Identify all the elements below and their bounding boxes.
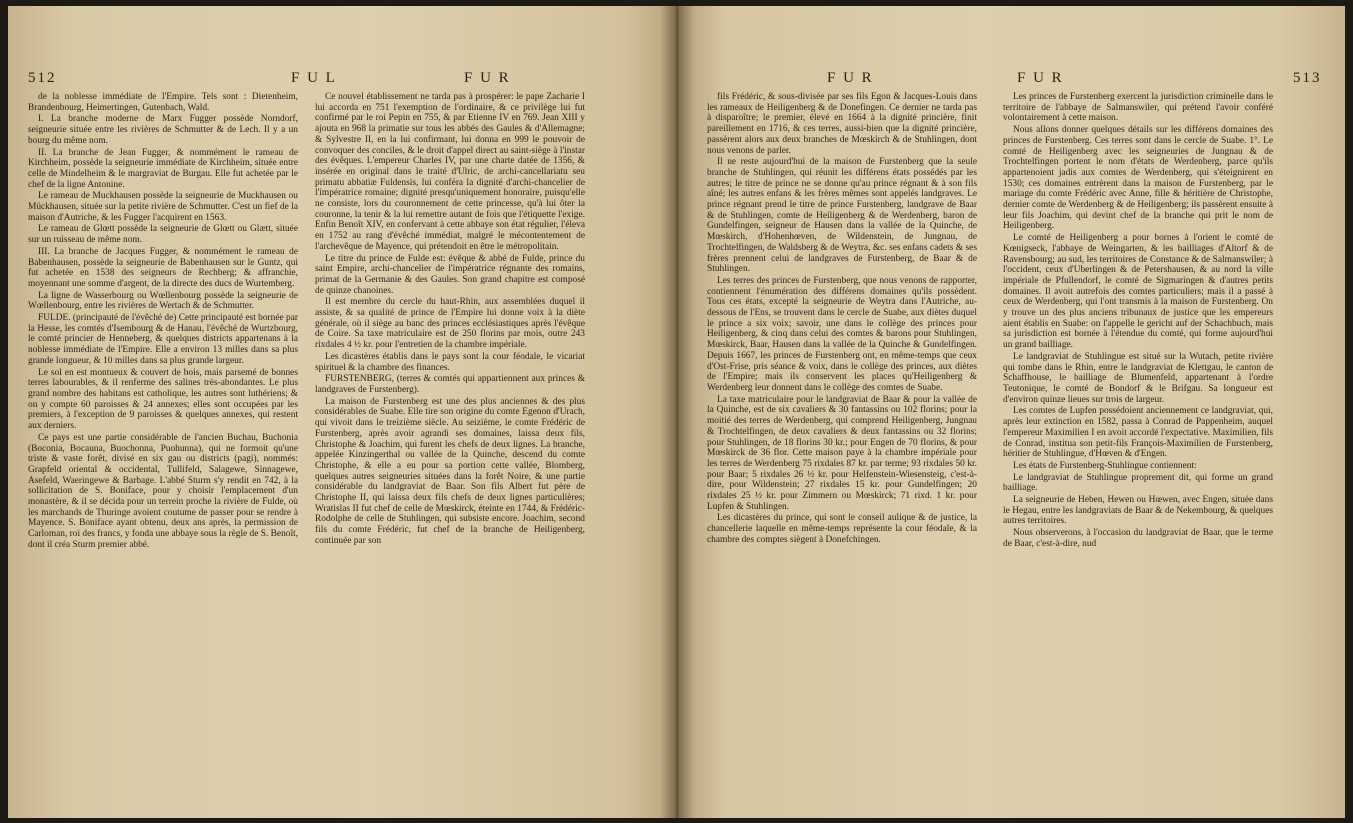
left-page: [8, 6, 676, 818]
left-running-head-right: F U R: [464, 70, 511, 86]
paragraph: Le landgraviat de Stuhlingue proprement dit, qui forme un grand bailliage.: [1003, 472, 1273, 494]
paragraph: Le comté de Heiligenberg a pour bornes à l'orient le comté de Kœnigseck, l'abbaye de Weingarten, & les bailliages d'Altorf & de Ravensbourg; au sud, les territoires de Constance & de Salmanswiler; à l'occident, ceux d'Uberlingen & de Petershausen, & au nord la ville impériale de Pfullendorf, le comté de Sigmaringen & d'autres petits domaines. Il avoit autrefois des comtes particuliers; mais il a passé à ceux de Werdenberg, qui l'ont transmis à la maison de Furstenberg. On y trouve un des plus anciens tribunaux de justice que les empereurs aient établis en Suabe: on l'appelle le gericht auf der Schachbuch, mais sa jurisdiction est bornée à l'étendue du comté, qui forme aujourd'hui un grand bailliage.: [1003, 233, 1273, 351]
left-running-head-left: F U L: [291, 70, 337, 86]
paragraph: FURSTENBERG, (terres & comtés qui appartiennent aux princes & landgraves de Furstenberg).: [315, 374, 585, 395]
right-running-head-right: F U R: [1017, 70, 1064, 86]
right-page: [677, 6, 1345, 818]
paragraph: Les dicastères établis dans le pays sont la cour féodale, le vicariat spirituel & la chambre des finances.: [315, 351, 585, 373]
left-column-2: [315, 92, 585, 792]
paragraph: Ce pays est une partie considérable de l'ancien Buchau, Buchonia (Boconia, Bocauna, Buochonna, Puohunna), qui ne formoit qu'une triste & vaste forêt, divisé en six gau ou districts (pagi), nommés: Grapfeld oriental & occidental, Tullifeld, Salagewe, Sinnagewe, Asefeld, Waeringewe & Barbage. L'abbé Sturm s'y rendit en 742, à la sollicitation de S. Boniface, pour y choisir l'emplacement d'un monastère, & il se décida pour un terrein proche la rivière de Fulde, où les marchands de Thuringe avoient coutume de passer pour se rendre à Mayence. S. Boniface ayant obtenu, deux ans après, la permission de Carloman, roi des francs, y fonda une abbaye sous la règle de S. Benoît, dont il créa Sturm premier abbé.: [28, 432, 298, 550]
paragraph: Les comtes de Lupfen possédoient anciennement ce landgraviat, qui, après leur extinction en 1582, passa à Conrad de Pappenheim, auquel l'empereur Maximilien I en avoit accordé l'expectative. Maximilien, fils de Conrad, institua son petit-fils François-Maximilien de Furstenberg, héritier de Stuhlingue, d'Hœven & d'Engen.: [1003, 406, 1273, 460]
paragraph: Le landgraviat de Stuhlingue est situé sur la Wutach, petite rivière qui tombe dans le Rhin, entre le landgraviat de Klettgau, le canton de Schaffhouse, le bailliage de Blumenfeld, appartenant à l'ordre Teutonique, le comté de Bondorf & le Brifgau. Sa longueur est d'environ quinze lieues sur trois de largeur.: [1003, 351, 1273, 405]
paragraph: Il est membre du cercle du haut-Rhin, aux assemblées duquel il assiste, & sa qualité de prince de l'Empire lui donne voix à la diète générale, où il siège au banc des princes ecclésiastiques après l'évêque de Coire. Sa taxe matriculaire est de 250 florins par mois, outre 243 rixdales 4 ½ kr. pour l'entretien de la chambre impériale.: [315, 297, 585, 351]
paragraph: Le sol en est montueux & couvert de bois, mais parsemé de bonnes terres labourables, & il renferme des salines très-abondantes. Le plus grand nombre des habitans est catholique, les autres sont luthériens; & on y compte 60 paroisses & 24 annexes; elles sont occupées par les premiers, à l'exception de 9 paroisses & quelques annexes, qui restent aux derniers.: [28, 367, 298, 432]
paragraph: Les états de Furstenberg-Stuhlingue contiennent:: [1013, 460, 1197, 471]
paragraph: II. La branche de Jean Fugger, & nommément le rameau de Kirchheim, possède la seigneurie immédiate de Kirchheim, située entre celle de Mindelheim & le margraviat de Burgau. Elle fut achetée par le chef de la ligne Antonine.: [28, 147, 298, 190]
paragraph: de la noblesse immédiate de l'Empire. Tels sont : Dietenheim, Brandenbourg, Heimertingen, Gutenbach, Wald.: [28, 92, 298, 113]
paragraph: Le rameau de Muckhausen possède la seigneurie de Muckhausen ou Mückhausen, située sur la petite rivière de Schmutter. C'est un fief de la maison d'Autriche, & les Fugger l'acquirent en 1563.: [28, 191, 298, 223]
paragraph: Nous observerons, à l'occasion du landgraviat de Baar, que le terme de Baar, c'est-à-dire, nud: [1003, 528, 1273, 549]
paragraph: Nous allons donner quelques détails sur les différens domaines des princes de Furstenberg. Ces terres sont dans le cercle de Suabe. 1°. Le comté de Heiligenberg avec les seigneuries de Jungnau & de Trochtelfingen portent le nom d'états de Werdenberg, parce qu'ils appartenoient jadis aux comtes de Werdenberg, qui s'éteignirent en 1530; ces domaines entrèrent dans la maison de Furstenberg, par le mariage du comte Frédéric avec Anne, fille & héritière de Christophe, dernier comte de Werdenberg & de Heiligenberg; ils passèrent ensuite à leur fils Joachim, qui devint chef de la branche qui prit le nom de Heiligenberg.: [1003, 125, 1273, 232]
paragraph: Le titre du prince de Fulde est: évêque & abbé de Fulde, prince du saint Empire, archi-chancelier de l'impératrice régnante des romains, primat de la Germanie & des Gaules. Son grand chapitre est composé de quinze chanoines.: [315, 253, 585, 296]
right-column-1: [707, 92, 977, 792]
paragraph: La taxe matriculaire pour le landgraviat de Baar & pour la vallée de la Quinche, est de six cavaliers & 30 fantassins ou 102 florins; pour la moitié des terres de Werdenberg, qui comprend Heiligenberg, Jungnau & Trochtelfingen, de deux cavaliers & deux fantassins ou 32 florins; pour Stuhlingen, de 18 florins 30 kr.; pour Engen de 70 florins, & pour Mœskirck de 36 flor. Cette maison paye à la chambre impériale pour les terres de Werdenberg 75 rixdales 87 kr. par terme; 93 rixdales 50 kr. pour Baar; 5 rixdales 26 ½ kr. pour Helfenstein-Wiesensteig, c'est-à-dire, pour Wildenstein; 27 rixdales 15 kr. pour Gundelfingen; 20 rixdales 25 ½ kr. pour Zimmern ou Mœskirck; 71 rixd. 1 kr. pour Lupfen & Stuhlingen.: [707, 394, 977, 512]
paragraph: Les terres des princes de Furstenberg, que nous venons de rapporter, contiennent l'énumération des différens domaines qu'ils possèdent. Tous ces états, excepté la seigneurie de Weytra dans l'Autriche, au-dessous de l'Ens, se trouvent dans le cercle de Suabe, aux diètes duquel le prince a six voix; savoir, une dans le collège des princes pour Heiligenberg, & cinq dans celui des comtes & barons pour Stuhlingen, Mœskirck, Baar, Hausen dans la vallée de la Quinche & Gundelfingen. Depuis 1667, les princes de Furstenberg ont, en même-temps que ceux d'Ost-Frise, pris séance & voix, dans le collège des princes, aux diètes de l'Empire; mais ils conservent les places qu'Heiligenberg & Werdenberg leur donnent dans le collège des comtes de Suabe.: [707, 275, 977, 393]
paragraph: III. La branche de Jacques Fugger, & nommément le rameau de Babenhausen, possède la seigneurie de Babenhausen sur le Guntz, qui fut achetée en 1538 des seigneurs de Rechberg; & affranchie, moyennant une somme d'argent, de la directe des ducs de Wurtemberg.: [28, 246, 298, 289]
open-book: [8, 6, 1345, 818]
paragraph: Les princes de Furstenberg exercent la jurisdiction criminelle dans le territoire de l'abbaye de Salmanswiler, qui prétend l'avoir conféré volontairement à cette maison.: [1003, 92, 1273, 124]
paragraph: FULDE. (principauté de l'évêché de) Cette principauté est bornée par la Hesse, les comtés d'Isembourg & de Hanau, l'évêché de Wurtzbourg, le comté princier de Henneberg, & quelques districts appartenans à la noblesse immédiate de l'Empire. Elle a environ 13 milles dans sa plus grande longueur, & 10 milles dans sa plus grande largeur.: [28, 313, 298, 366]
paragraph: La seigneurie de Heben, Hewen ou Hœwen, avec Engen, située dans le Hegau, entre les landgraviats de Baar & de Nekembourg, & quelques autres territoires.: [1003, 495, 1273, 527]
right-column-2: [1003, 92, 1273, 792]
paragraph: fils Frédéric, & sous-divisée par ses fils Egon & Jacques-Louis dans les rameaux de Heiligenberg & de Donefingen. Ce dernier ne tarda pas à disparoître; le premier, élevé en 1664 à la dignité princière, finit pareillement en 1716, & ces terres, aussi-bien que la dignité princière, passèrent alors aux deux branches de Mœskirch & de Stuhlingen, dont nous venons de parler.: [707, 92, 977, 156]
right-running-head-left: F U R: [827, 70, 874, 86]
paragraph: Les dicastères du prince, qui sont le conseil aulique & de justice, la chancellerie laquelle en même-temps représente la cour féodale, & la chambre des comptes siègent à Donefchingen.: [707, 513, 977, 545]
left-page-number: 512: [28, 70, 57, 86]
book-gutter: [660, 6, 694, 818]
right-page-number: 513: [1293, 70, 1322, 86]
paragraph: La maison de Furstenberg est une des plus anciennes & des plus considérables de Suabe. Elle tire son origine du comte Egenon d'Urach, qui vivoit dans le treizième siècle. Au seizième, le comte Frédéric de Furstenberg, après avoir agrandi ses domaines, laissa deux fils, Christophe & Joachim, qui furent les chefs de deux lignes. La branche, appelée Kinzingerthal ou vallée de la Quinche, descend du comte Christophe, & elle a eu pour sa portion cette vallée, Blomberg, quelques autres seigneuries situées dans la forêt Noire, & une partie considérable du landgraviat de Baar. Son fils Albert fut père de Christophe II, qui laissa deux fils chefs de deux lignes particulières; Wratislas II fut chef de celle de Mœskirck, éteinte en 1744, & Frédéric-Rodolphe de celle de Stuhlingen, qui subsiste encore. Joachim, second fils du comte Frédéric, fut chef de la branche de Heiligenberg, continuée par son: [315, 396, 585, 546]
left-column-1: [28, 92, 298, 792]
paragraph: La ligne de Wasserbourg ou Wœllenbourg possède la seigneurie de Wœllenbourg, entre les rivières de Wertach & de Schmutter.: [28, 290, 298, 312]
paragraph: Ce nouvel établissement ne tarda pas à prospérer: le pape Zacharie I lui accorda en 751 l'exemption de l'ordinaire, & ce privilège lui fut confirmé par le roi Pepin en 755, & par Etienne IV en 769. Jean XIII y ajouta en 968 la primatie sur tous les abbés des Gaules & d'Allemagne; & Sylvestre II, en la lui confirmant, lui donna en 999 le pouvoir de convoquer des conciles, & le droit d'appel direct au saint-siège à l'instar des évêques. L'empereur Charles IV, par une charte datée de 1356, & insérée en original dans le traité d'Ulric, de archi-cancellariatu seu primatu abbatiæ Fuldensis, lui conféra la dignité d'archi-chancelier de l'impératrice romaine; dignité presqu'uniquement honoraire, puisqu'elle ne consiste, lors du couronnement de cette princesse, qu'à lui ôter la couronne, la tenir & la lui remettre autant de fois que l'étiquette l'exige. Enfin Benoît XIV, en confervant à cette abbaye son état régulier, l'éleva en 1752 au rang d'évêché immédiat, malgré le mécontentement de l'archevêque de Mayence, qui prétendoit en être le métropolitain.: [315, 92, 585, 252]
paragraph: I. La branche moderne de Marx Fugger possède Norndorf, seigneurie située entre les rivières de Schmutter & de Lech. Il y a un bourg du même nom.: [28, 114, 298, 146]
paragraph: Il ne reste aujourd'hui de la maison de Furstenberg que la seule branche de Stuhlingen, qui réunit les différens états possédés par les autres; le titre de prince ne se donne qu'au prince régnant & à son fils aîné; les autres enfans & les frères mêmes sont appelés landgraves. Le prince régnant prend le titre de prince Furstenberg, landgrave de Baar & de Stuhlingen, comte de Heiligenberg & de Werdenberg, baron de Gundelfingen, seigneur de Hausen dans la vallée de la Quinche, de Mœskirch, d'Hohenhœven, de Wildenstein, de Jungnau, de Trochtelfingen, de Waldsberg & de Weytra, &c. ses enfans cadets & ses frères prennent celui de landgraves de Furstenberg, de Baar & de Stuhlingen.: [707, 157, 977, 275]
paragraph: Le rameau de Glœtt possède la seigneurie de Glœtt ou Glætt, située sur un ruisseau de même nom.: [28, 224, 298, 246]
